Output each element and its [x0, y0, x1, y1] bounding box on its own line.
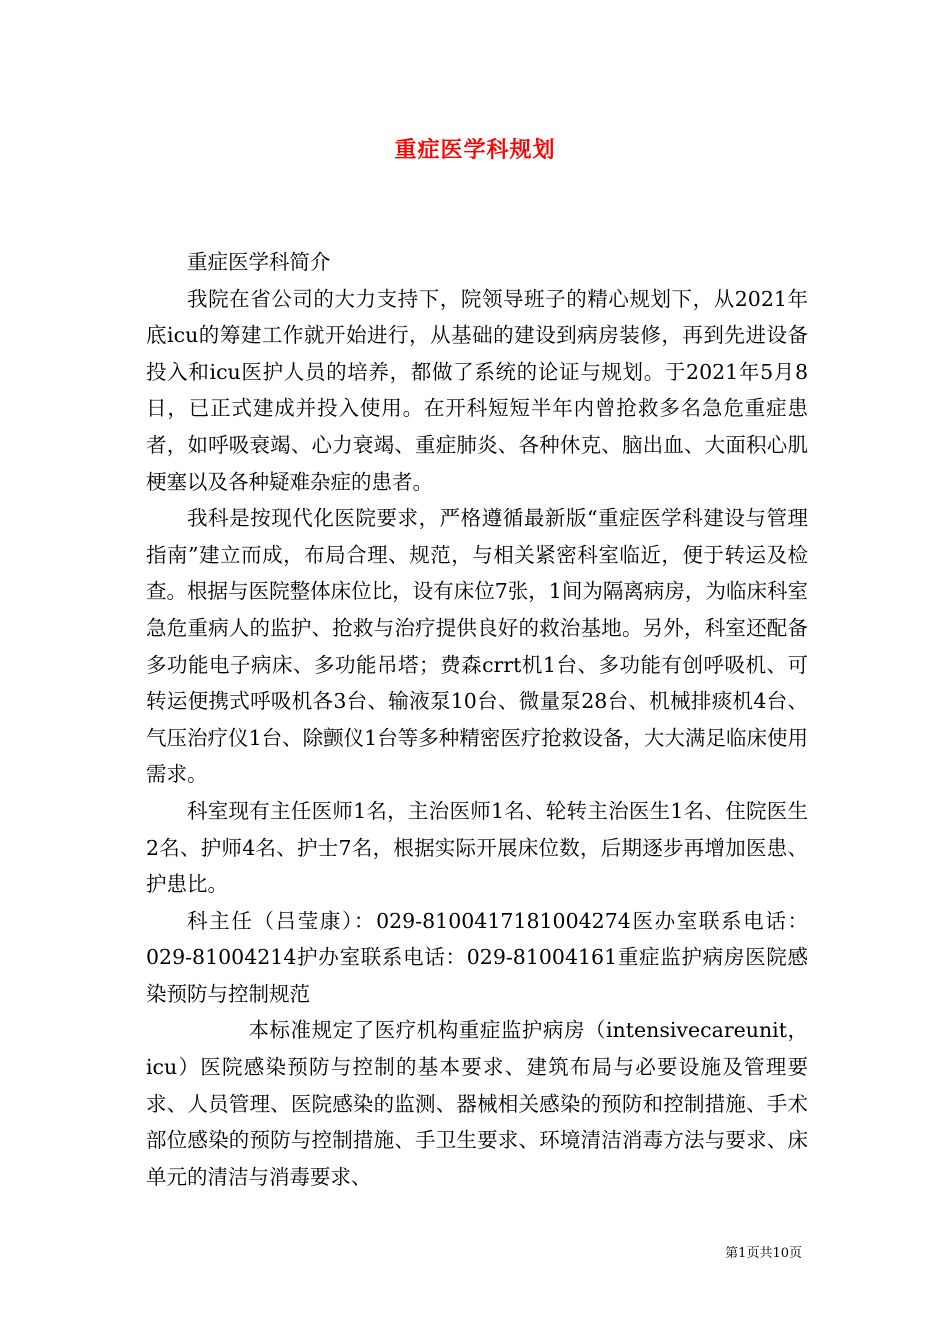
page-number: 第1页共10页: [725, 1246, 802, 1261]
paragraph-contacts: 科主任（吕莹康）：029-8100417181004274医办室联系电话：029-81004214护办室联系电话：029-81004161重症监护病房医院感染预防与控制规范: [146, 908, 808, 1006]
paragraph-staff: 科室现有主任医师1名，主治医师1名、轮转主治医生1名、住院医生2名、护师4名、护士7名，根据实际开展床位数，后期逐步再增加医患、护患比。: [146, 798, 808, 897]
paragraph-history: 我院在省公司的大力支持下，院领导班子的精心规划下，从2021年底icu的筹建工作就开始进行，从基础的建设到病房装修，再到先进设备投入和icu医护人员的培养，都做了系统的论证与规划。于2021年5月8日，已正式建成并投入使用。在开科短短半年内曾抢救多名急危重症患者，如呼吸衰竭、心力衰竭、重症肺炎、各种休克、脑出血、大面积心肌梗塞以及各种疑难杂症的患者。: [146, 286, 808, 494]
document-body: [146, 244, 808, 1195]
page-title: 重症医学科规划: [394, 137, 556, 163]
paragraph-facilities: 我科是按现代化医院要求，严格遵循最新版“重症医学科建设与管理指南”建立而成，布局合理、规范，与相关紧密科室临近，便于转运及检查。根据与医院整体床位比，设有床位7张，1间为隔离病房，为临床科室急危重病人的监护、抢救与治疗提供良好的救治基地。另外，科室还配备多功能电子病床、多功能吊塔；费森crrt机1台、多功能有创呼吸机、可转运便携式呼吸机各3台、输液泵10台、微量泵28台、机械排痰机4台、气压治疗仪1台、除颤仪1台等多种精密医疗抢救设备，大大满足临床使用需求。: [146, 506, 808, 787]
paragraph-standard: 本标准规定了医疗机构重症监护病房（intensivecareunit，icu）医院感染预防与控制的基本要求、建筑布局与必要设施及管理要求、人员管理、医院感染的监测、器械相关感染的预防和控制措施、手术部位感染的预防与控制措施、手卫生要求、环境清洁消毒方法与要求、床单元的清洁与消毒要求、: [146, 1018, 808, 1189]
section-heading-intro: 重症医学科简介: [187, 250, 331, 274]
